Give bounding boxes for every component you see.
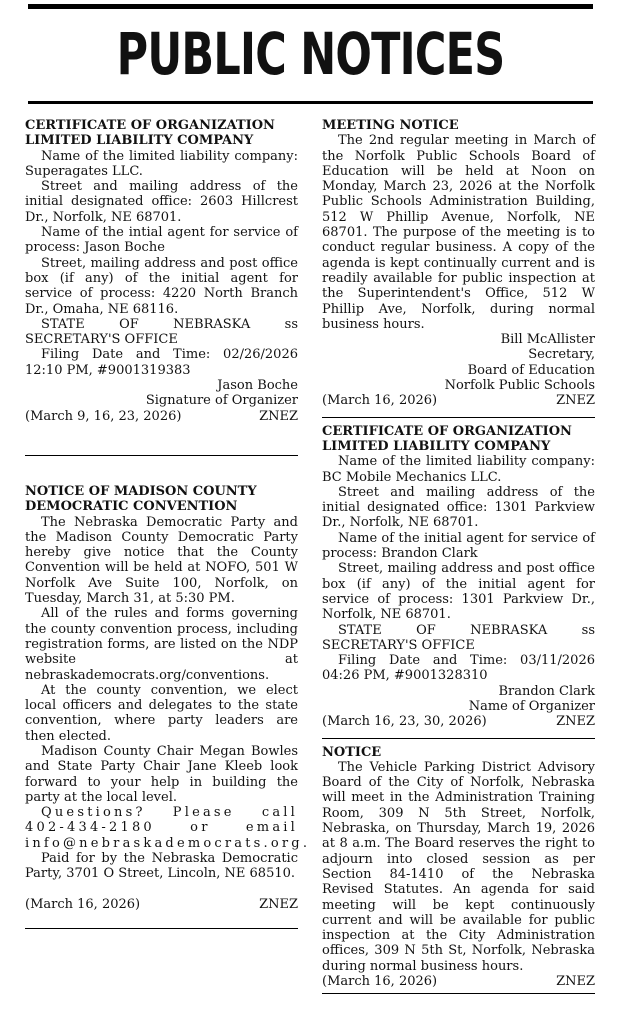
notice-paragraph: STATE OF NEBRASKA ss SECRETARY'S OFFICE — [25, 316, 298, 348]
notice-heading: MEETING NOTICE — [322, 118, 459, 133]
notice-paragraph: Filing Date and Time: 03/11/2026 04:26 PM, #9001328310 — [322, 653, 595, 684]
notice-divider — [25, 928, 298, 929]
masthead-rule — [28, 101, 593, 104]
publication-line — [25, 409, 298, 424]
notice-subheading: DEMOCRATIC CONVENTION — [25, 499, 238, 515]
notice-paragraph: The 2nd regular meeting in March of the Norfolk Public Schools Board of Education will be held at Noon on Monday, March 23, 2026 at the Norfolk Public Schools Administration Building, 512 W Phillip Avenue, Norfolk, NE 68701. The purpose of the meeting is to conduct regular business. A copy of the agenda is kept continually current and is readily available for public inspection at the Superintendent's Office, 512 W Phillip Ave, Norfolk, during normal business hours. — [322, 133, 595, 332]
right-column — [322, 118, 595, 994]
publication-line — [322, 974, 595, 989]
top-rule — [28, 4, 593, 9]
signature-title: Board of Education — [467, 362, 595, 378]
publication-code: ZNEZ — [556, 974, 595, 990]
notice-divider — [322, 993, 595, 994]
publication-code: ZNEZ — [259, 408, 298, 424]
notice-paragraph: Questions? Please call 402-434-2180 or email info@nebraskademocrats.org. — [25, 805, 311, 851]
left-column — [25, 118, 311, 929]
notice-paragraph: Filing Date and Time: 02/26/2026 12:10 PM, #9001319383 — [25, 347, 298, 378]
signature-title: Norfolk Public Schools — [444, 378, 595, 394]
publication-dates: (March 16, 2026) — [322, 974, 438, 990]
signature-name: Brandon Clark — [498, 683, 595, 699]
notice-paragraph: The Vehicle Parking District Advisory Board of the City of Norfolk, Nebraska will meet in the Administration Training Room, 309 N 5th Street, Norfolk, Nebraska, on Thursday, March 19, 2026 at 8 a.m. The Board reserves the right to adjourn into closed session as per Section 84-1410 of the Nebraska Revised Statutes. An agenda for said meeting will be kept continuously current and will be available for public inspection at the City Administration offices, 309 N 5th St, Norfolk, Nebraska during normal business hours. — [322, 759, 595, 974]
publication-dates: (March 16, 2026) — [25, 896, 141, 912]
notice-paragraph: The Nebraska Democratic Party and the Madison County Democratic Party hereby give notice that the County Convention will be held at NOFO, 501 W Norfolk Ave Suite 100, Norfolk, on Tuesday, March 31, at 5:30 PM. — [25, 514, 298, 607]
publication-line — [25, 897, 298, 912]
page-title: PUBLIC NOTICES — [116, 20, 505, 88]
notice-paragraph: Street, mailing address and post office box (if any) of the initial agent for service of process: 4220 North Branch Dr., Omaha, NE 68116. — [25, 255, 298, 317]
signature-title: Signature of Organizer — [145, 393, 298, 409]
notice-parking-district — [322, 745, 595, 990]
notice-paragraph: Name of the limited liability company: BC Mobile Mechanics LLC. — [322, 454, 595, 485]
notice-heading: NOTICE OF MADISON COUNTY — [25, 483, 257, 499]
notice-subheading: LIMITED LIABILITY COMPANY — [25, 133, 254, 149]
publication-dates: (March 16, 23, 30, 2026) — [322, 714, 487, 730]
signature-title: Secretary, — [528, 347, 595, 363]
notice-school-board-meeting — [322, 118, 595, 409]
notice-paragraph: Madison County Chair Megan Bowles and State Party Chair Jane Kleeb look forward to your help in building the party at the local level. — [25, 743, 298, 805]
signature-name: Jason Boche — [217, 378, 298, 394]
notice-paragraph: Name of the intial agent for service of process: Jason Boche — [25, 225, 298, 256]
notice-paragraph: Paid for by the Nebraska Democratic Party, 3701 O Street, Lincoln, NE 68510. — [25, 851, 298, 882]
publication-line — [322, 714, 595, 729]
notice-subheading: LIMITED LIABILITY COMPANY — [322, 438, 551, 454]
notice-paragraph: Name of the initial agent for service of process: Brandon Clark — [322, 530, 595, 562]
notice-paragraph: Street and mailing address of the initial designated office: 1301 Parkview Dr., Norfolk, NE 68701. — [322, 484, 595, 531]
publication-code: ZNEZ — [259, 896, 298, 912]
publication-line — [322, 393, 595, 408]
notice-heading: NOTICE — [322, 744, 382, 760]
notice-heading: CERTIFICATE OF ORGANIZATION — [322, 423, 572, 439]
notice-paragraph: All of the rules and forms governing the county convention process, including registration forms, are listed on the NDP website at nebraskademocrats.org/conventions. — [25, 606, 298, 683]
notice-democratic-convention — [25, 483, 311, 912]
notice-llc-superagates — [25, 118, 298, 424]
publication-code: ZNEZ — [556, 393, 595, 409]
notice-paragraph: Street and mailing address of the initial designated office: 2603 Hillcrest Dr., Norfolk, NE 68701. — [25, 179, 298, 225]
notice-paragraph: Name of the limited liability company: Superagates LLC. — [25, 148, 298, 179]
notice-paragraph: Street, mailing address and post office box (if any) of the initial agent for service of process: 1301 Parkview Dr., Norfolk, NE 68701. — [322, 561, 595, 623]
notice-llc-bc-mobile — [322, 424, 595, 730]
signature-title: Name of Organizer — [468, 698, 595, 714]
signature-name: Bill McAllister — [500, 332, 595, 348]
notice-heading: CERTIFICATE OF ORGANIZATION — [25, 118, 275, 133]
publication-dates: (March 16, 2026) — [322, 393, 438, 409]
notice-paragraph: At the county convention, we elect local officers and delegates to the state convention, where party leaders are then elected. — [25, 682, 298, 744]
publication-code: ZNEZ — [556, 714, 595, 730]
notice-paragraph: STATE OF NEBRASKA ss SECRETARY'S OFFICE — [322, 622, 595, 653]
publication-dates: (March 9, 16, 23, 2026) — [25, 408, 182, 424]
